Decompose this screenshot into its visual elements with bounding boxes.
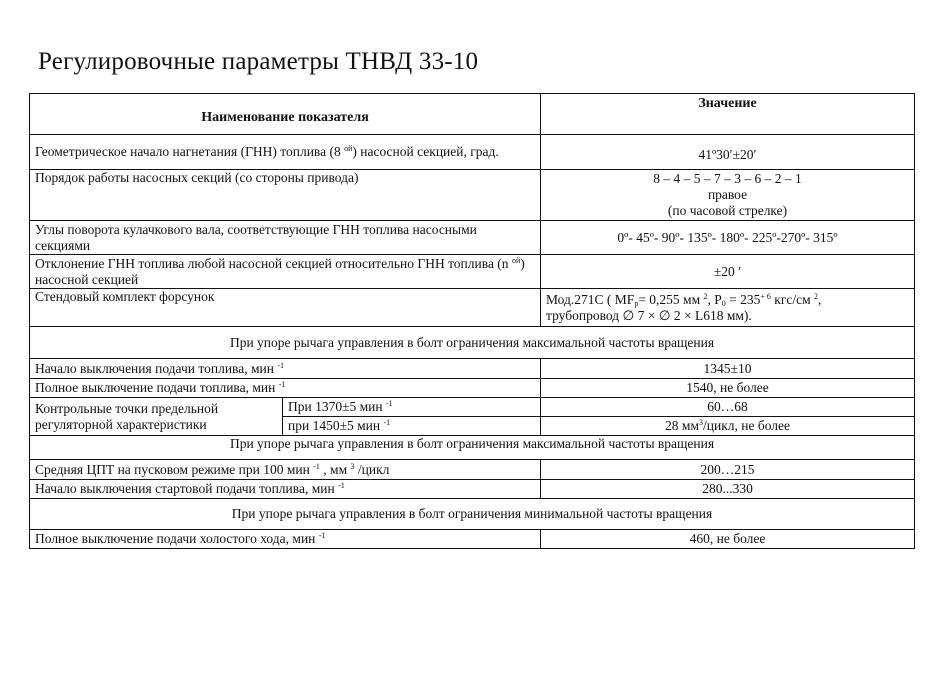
row-value: 1540, не более — [541, 379, 915, 398]
header-value: Значение — [541, 94, 915, 135]
row-value: 0º- 45º- 90º- 135º- 180º- 225º-270º- 315º — [541, 221, 915, 255]
row-label: Полное выключение подачи холостого хода, мин $^{-1}$ — [30, 530, 541, 549]
row-value: 60…68 — [541, 398, 915, 417]
section-row — [30, 499, 915, 530]
row-label: Средняя ЦПТ на пусковом режиме при 100 мин $^{-1}$ , мм $^3$ /цикл — [30, 460, 541, 480]
table-header-row — [30, 94, 915, 135]
table-row — [30, 379, 915, 398]
row-value: 41º30′±20′ — [541, 135, 915, 170]
row-label: Начало выключения подачи топлива, мин $^{-1}$ — [30, 359, 541, 379]
header-name: Наименование показателя — [30, 94, 541, 135]
table-row — [30, 530, 915, 549]
table-row — [30, 480, 915, 499]
sub-row-label: При 1370±5 мин $^{-1}$ — [283, 398, 541, 417]
row-value: 28 $мм^3$/цикл, не более — [541, 417, 915, 436]
section-title: При упоре рычага управления в болт ограничения минимальной частоты вращения — [30, 499, 915, 530]
row-value: Мод.271С ( $МF_p= 0,255$ мм $^2$, $P_0 = 235^{+ 6}$ кгс/см $^2$, трубопровод ∅ 7 × ∅ 2 × L618 мм). — [541, 289, 915, 327]
section-row — [30, 327, 915, 359]
row-label: Отклонение ГНН топлива любой насосной секцией относительно ГНН топлива (n $^{ой}$) насосной секцией — [30, 255, 541, 289]
row-label: Полное выключение подачи топлива, мин $^{-1}$ — [30, 379, 541, 398]
row-label: Углы поворота кулачкового вала, соответствующие ГНН топлива насосными секциями — [30, 221, 541, 255]
table-row — [30, 359, 915, 379]
row-value: 460, не более — [541, 530, 915, 549]
row-label: Контрольные точки предельной регуляторной характеристики — [30, 398, 283, 436]
row-label: Порядок работы насосных секций (со стороны привода) — [30, 170, 541, 221]
row-label: Начало выключения стартовой подачи топлива, мин $^{-1}$ — [30, 480, 541, 499]
table-row — [30, 289, 915, 327]
table-row — [30, 221, 915, 255]
row-label: Стендовый комплект форсунок — [30, 289, 541, 327]
section-title: При упоре рычага управления в болт ограничения максимальной частоты вращения — [30, 327, 915, 359]
section-title: При упоре рычага управления в болт ограничения максимальной частоты вращения — [30, 436, 915, 460]
row-value: 200…215 — [541, 460, 915, 480]
table-row — [30, 135, 915, 170]
row-value: 1345±10 — [541, 359, 915, 379]
row-value: 8 – 4 – 5 – 7 – 3 – 6 – 2 – 1 правое (по часовой стрелке) — [541, 170, 915, 221]
table-row — [30, 170, 915, 221]
page-title: Регулировочные параметры ТНВД 33-10 — [38, 48, 479, 75]
sub-row-label: при 1450±5 мин $^{-1}$ — [283, 417, 541, 436]
table-row — [30, 460, 915, 480]
parameters-table — [29, 93, 915, 549]
section-row — [30, 436, 915, 460]
table-row — [30, 398, 915, 417]
row-value: ±20 ′ — [541, 255, 915, 289]
row-value: 280...330 — [541, 480, 915, 499]
row-label: Геометрическое начало нагнетания (ГНН) топлива (8 $^{ой}$) насосной секцией, град. — [30, 135, 541, 170]
table-row — [30, 255, 915, 289]
